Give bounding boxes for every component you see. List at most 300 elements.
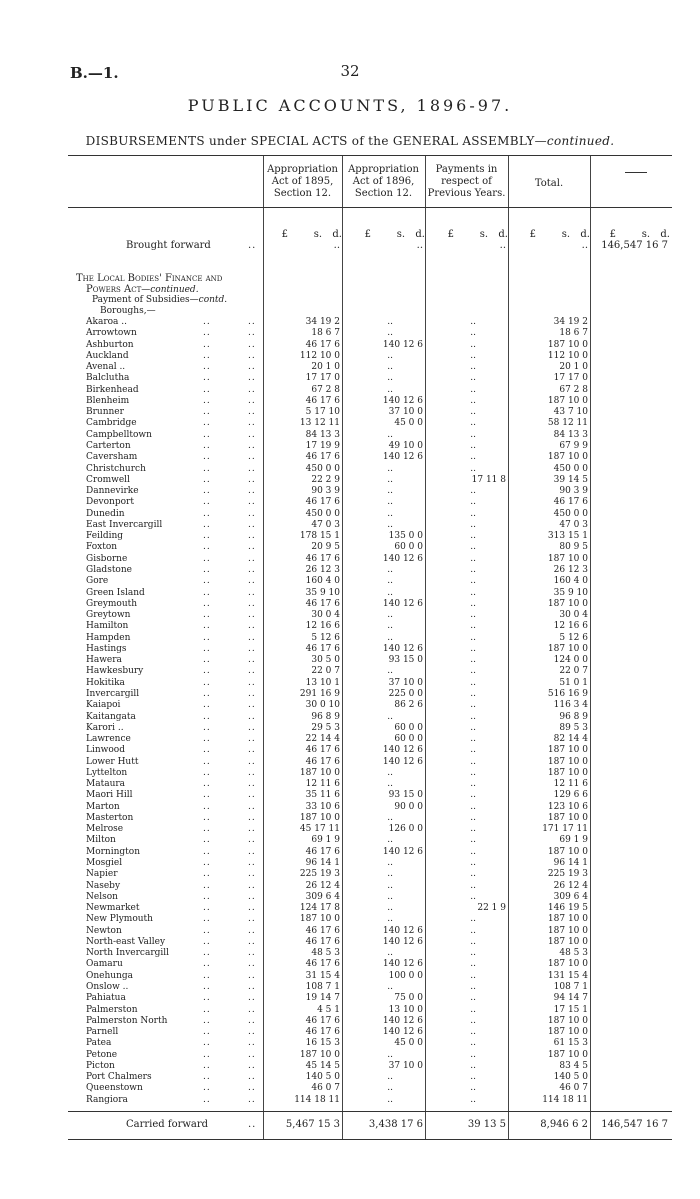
table-row xyxy=(68,903,672,914)
leader-dots: .. xyxy=(203,745,211,756)
leader-dots: .. xyxy=(203,666,211,677)
leader-dots: .. xyxy=(203,373,211,384)
amount-c3: 22 1 9 xyxy=(477,903,506,913)
borough-name: East Invercargill xyxy=(86,519,163,530)
borough-name: Akaroa .. xyxy=(86,317,127,327)
leader-dots: .. xyxy=(203,1015,211,1026)
borough-name: Birkenhead xyxy=(86,384,139,395)
empty-amount: .. xyxy=(387,981,393,992)
amount-c1: 17 17 0 xyxy=(305,373,340,384)
currency-unit-label: s. xyxy=(479,229,488,240)
empty-amount: .. xyxy=(470,824,476,835)
leader-dots: .. xyxy=(203,621,211,632)
borough-name: Napier xyxy=(86,869,118,880)
page-number: 32 xyxy=(340,62,360,80)
subsidies-label: Payment of Subsidies xyxy=(92,295,190,305)
leader-dots: .. xyxy=(248,722,256,733)
table-row xyxy=(68,666,672,677)
empty-amount: .. xyxy=(470,666,476,677)
empty-amount: .. xyxy=(470,801,476,812)
amount-c1: 225 19 3 xyxy=(299,869,340,880)
amount-c4: 146 19 5 xyxy=(547,903,588,913)
leader-dots: .. xyxy=(203,395,211,406)
empty-amount: .. xyxy=(470,1060,476,1071)
leader-dots: .. xyxy=(248,1015,256,1026)
amount-c4: 8,946 6 2 xyxy=(540,1119,588,1130)
borough-name: Arrowtown xyxy=(86,328,137,339)
empty-amount: .. xyxy=(387,632,393,643)
amount-c2: 140 12 6 xyxy=(382,395,423,406)
empty-amount: .. xyxy=(470,745,476,756)
amount-c2: 140 12 6 xyxy=(382,846,423,857)
leader-dots: .. xyxy=(203,869,211,880)
leader-dots: .. xyxy=(203,767,211,778)
empty-amount: .. xyxy=(470,734,476,744)
amount-c4: 26 12 4 xyxy=(553,880,588,891)
borough-name: Picton xyxy=(86,1060,115,1071)
empty-amount: .. xyxy=(387,1083,393,1094)
borough-name: Port Chalmers xyxy=(86,1072,152,1083)
leader-dots: .. xyxy=(203,1094,211,1105)
table-row xyxy=(68,779,672,790)
amount-c1: 12 16 6 xyxy=(305,621,340,632)
borough-name: Christchurch xyxy=(86,463,146,474)
empty-amount: .. xyxy=(470,880,476,891)
amount-c1: 450 0 0 xyxy=(305,463,340,474)
borough-name: Auckland xyxy=(86,350,129,361)
empty-amount: .. xyxy=(470,317,476,327)
leader-dots: .. xyxy=(248,846,256,857)
leader-dots: .. xyxy=(248,948,256,959)
leader-dots: .. xyxy=(203,959,211,970)
leader-dots: .. xyxy=(248,925,256,936)
amount-c1: 96 14 1 xyxy=(305,858,340,868)
empty-amount: .. xyxy=(470,767,476,778)
page-subtitle xyxy=(0,134,700,148)
leader-dots: .. xyxy=(248,903,256,913)
leader-dots: .. xyxy=(248,407,256,418)
leader-dots: .. xyxy=(203,610,211,620)
amount-c4: 140 5 0 xyxy=(553,1072,588,1083)
act-name-line1: The Local Bodies' Finance and xyxy=(76,273,223,284)
empty-amount: .. xyxy=(470,497,476,508)
amount-c3: 17 11 8 xyxy=(471,474,506,485)
table-row xyxy=(68,351,672,362)
empty-amount: .. xyxy=(470,688,476,699)
amount-c1: 46 0 7 xyxy=(311,1083,340,1094)
leader-dots: .. xyxy=(248,486,256,496)
subsidies-continued: —contd. xyxy=(189,295,228,305)
leader-dots: .. xyxy=(203,677,211,688)
table-row xyxy=(68,1083,672,1094)
currency-unit-label: £ xyxy=(609,229,616,240)
leader-dots: .. xyxy=(203,700,211,711)
empty-amount: .. xyxy=(470,1094,476,1105)
amount-c4: 187 10 0 xyxy=(547,767,588,778)
leader-dots: .. xyxy=(203,1060,211,1071)
table-row xyxy=(68,464,672,475)
leader-dots: .. xyxy=(248,362,256,373)
leader-dots: .. xyxy=(248,801,256,812)
borough-name: Naseby xyxy=(86,880,121,891)
table-row xyxy=(68,317,672,328)
empty-amount: .. xyxy=(387,812,393,823)
leader-dots: .. xyxy=(203,722,211,733)
leader-dots: .. xyxy=(248,317,256,327)
leader-dots: .. xyxy=(203,486,211,496)
amount-c4: 43 7 10 xyxy=(553,407,588,418)
currency-unit-label: £ xyxy=(281,229,288,240)
leader-dots: .. xyxy=(248,981,256,992)
amount-c4: 187 10 0 xyxy=(547,1015,588,1026)
empty-amount: .. xyxy=(470,373,476,384)
currency-unit-label: s. xyxy=(396,229,405,240)
leader-dots: .. xyxy=(203,688,211,699)
amount-c1: 46 17 6 xyxy=(305,598,340,609)
borough-name: Mataura xyxy=(86,779,126,790)
leader-dots: .. xyxy=(248,790,256,801)
amount-c2: .. xyxy=(416,240,423,251)
leader-dots: .. xyxy=(248,824,256,835)
amount-c4: 58 12 11 xyxy=(547,418,588,429)
amount-c1: 450 0 0 xyxy=(305,508,340,519)
leader-dots: .. xyxy=(203,858,211,868)
amount-c2: 140 12 6 xyxy=(382,936,423,947)
amount-c1: 187 10 0 xyxy=(299,812,340,823)
empty-amount: .. xyxy=(470,970,476,981)
leader-dots: .. xyxy=(203,801,211,812)
empty-amount: .. xyxy=(387,1049,393,1060)
table-row xyxy=(68,881,672,892)
amount-c3: .. xyxy=(499,240,506,251)
amount-c1: 46 17 6 xyxy=(305,1027,340,1037)
amount-c4: 22 0 7 xyxy=(559,666,588,677)
amount-c3: 39 13 5 xyxy=(467,1119,506,1130)
amount-c2: 140 12 6 xyxy=(382,1015,423,1026)
amount-c4: 187 10 0 xyxy=(547,1027,588,1037)
leader-dots: .. xyxy=(203,519,211,530)
borough-name: Marton xyxy=(86,801,120,812)
table-row xyxy=(68,959,672,970)
table-row xyxy=(68,633,672,644)
table-row xyxy=(68,542,672,553)
borough-name: Green Island xyxy=(86,587,145,598)
empty-amount: .. xyxy=(387,914,393,925)
borough-name: Linwood xyxy=(86,745,125,756)
amount-c1: 187 10 0 xyxy=(299,1049,340,1060)
empty-amount: .. xyxy=(470,395,476,406)
amount-c4: 187 10 0 xyxy=(547,339,588,350)
leader-dots: .. xyxy=(248,429,256,440)
amount-c4: 187 10 0 xyxy=(547,936,588,947)
borough-name: Blenheim xyxy=(86,395,130,406)
empty-amount: .. xyxy=(387,891,393,902)
empty-amount: .. xyxy=(470,328,476,339)
leader-dots: .. xyxy=(248,519,256,530)
amount-c2: 37 10 0 xyxy=(388,677,423,688)
borough-name: Ashburton xyxy=(86,339,134,350)
table-row xyxy=(68,757,672,768)
borough-name: Foxton xyxy=(86,542,118,553)
boroughs-heading: Boroughs,— xyxy=(100,306,156,316)
empty-amount: .. xyxy=(387,610,393,620)
leader-dots: .. xyxy=(203,655,211,666)
amount-c1: 46 17 6 xyxy=(305,452,340,463)
amount-c4: 187 10 0 xyxy=(547,959,588,970)
leader-dots: .. xyxy=(203,1072,211,1083)
amount-c4: 187 10 0 xyxy=(547,756,588,767)
leader-dots: .. xyxy=(248,576,256,587)
amount-c4: 83 4 5 xyxy=(559,1060,588,1071)
leader-dots: .. xyxy=(248,677,256,688)
amount-c2: 60 0 0 xyxy=(394,542,423,553)
leader-dots: .. xyxy=(248,1119,257,1130)
amount-c1: .. xyxy=(333,240,340,251)
table-row xyxy=(68,1061,672,1072)
borough-name: Newton xyxy=(86,925,122,936)
empty-amount: .. xyxy=(470,936,476,947)
borough-name: Hawera xyxy=(86,655,122,666)
borough-name: Gore xyxy=(86,576,109,587)
empty-amount: .. xyxy=(470,722,476,733)
table-row xyxy=(68,644,672,655)
subtitle-main: DISBURSEMENTS under SPECIAL ACTS of the GENERAL ASSEMBLY xyxy=(85,134,535,148)
leader-dots: .. xyxy=(248,373,256,384)
table-row xyxy=(68,655,672,666)
amount-c4: 131 15 4 xyxy=(547,970,588,981)
act-name-line2: Powers Act xyxy=(86,284,142,295)
amount-c2: 90 0 0 xyxy=(394,801,423,812)
amount-c4: 96 8 9 xyxy=(559,711,588,722)
amount-c2: 140 12 6 xyxy=(382,1027,423,1037)
column-header-blank xyxy=(590,178,672,190)
table-row xyxy=(68,509,672,520)
row-label: Brought forward xyxy=(126,240,211,251)
borough-name: Hawkesbury xyxy=(86,666,144,677)
borough-name: Hastings xyxy=(86,643,127,654)
empty-amount: .. xyxy=(387,429,393,440)
empty-amount: .. xyxy=(470,339,476,350)
empty-amount: .. xyxy=(470,486,476,496)
empty-amount: .. xyxy=(387,587,393,598)
amount-c1: 22 0 7 xyxy=(311,666,340,677)
leader-dots: .. xyxy=(248,880,256,891)
table-row xyxy=(68,1027,672,1038)
borough-name: New Plymouth xyxy=(86,914,153,925)
amount-c2: 45 0 0 xyxy=(394,1038,423,1049)
leader-dots: .. xyxy=(248,745,256,756)
table-row xyxy=(68,689,672,700)
table-row xyxy=(68,1095,672,1106)
amount-c1: 33 10 6 xyxy=(305,801,340,812)
empty-amount: .. xyxy=(387,328,393,339)
carried-forward-row xyxy=(68,1119,672,1130)
amount-c1: 46 17 6 xyxy=(305,756,340,767)
amount-c2: 60 0 0 xyxy=(394,722,423,733)
empty-amount: .. xyxy=(470,350,476,361)
leader-dots: .. xyxy=(203,936,211,947)
amount-c4: 309 6 4 xyxy=(553,891,588,902)
empty-amount: .. xyxy=(387,880,393,891)
leader-dots: .. xyxy=(203,362,211,373)
amount-c2: 135 0 0 xyxy=(388,531,423,542)
table-row xyxy=(68,768,672,779)
table-row xyxy=(68,1016,672,1027)
amount-c5: 146,547 16 7 xyxy=(601,240,668,251)
amount-c2: 75 0 0 xyxy=(394,993,423,1004)
borough-name: Avenal .. xyxy=(86,362,126,373)
amount-c1: 4 5 1 xyxy=(317,1004,340,1015)
empty-amount: .. xyxy=(470,711,476,722)
empty-amount: .. xyxy=(470,519,476,530)
currency-unit-label: £ xyxy=(364,229,371,240)
borough-name: Hamilton xyxy=(86,621,129,632)
table-row xyxy=(68,621,672,632)
amount-c4: 47 0 3 xyxy=(559,519,588,530)
empty-amount: .. xyxy=(470,632,476,643)
amount-c1: 30 5 0 xyxy=(311,655,340,666)
borough-name: Onslow .. xyxy=(86,981,129,992)
empty-amount: .. xyxy=(470,553,476,564)
leader-dots: .. xyxy=(203,812,211,823)
empty-amount: .. xyxy=(387,350,393,361)
leader-dots: .. xyxy=(248,339,256,350)
currency-unit-label: £ xyxy=(529,229,536,240)
table-row xyxy=(68,700,672,711)
leader-dots: .. xyxy=(248,1072,256,1083)
amount-c4: 187 10 0 xyxy=(547,395,588,406)
empty-amount: .. xyxy=(470,429,476,440)
amount-c4: 5 12 6 xyxy=(559,632,588,643)
amount-c4: 17 15 1 xyxy=(553,1004,588,1015)
borough-name: Cromwell xyxy=(86,474,130,485)
leader-dots: .. xyxy=(248,350,256,361)
empty-amount: .. xyxy=(387,373,393,384)
table-row xyxy=(68,734,672,745)
empty-amount: .. xyxy=(470,756,476,767)
table-row xyxy=(68,418,672,429)
empty-amount: .. xyxy=(387,497,393,508)
page-title: PUBLIC ACCOUNTS, 1896-97. xyxy=(187,96,513,115)
leader-dots: .. xyxy=(248,463,256,474)
table-row xyxy=(68,813,672,824)
amount-c4: 34 19 2 xyxy=(553,317,588,327)
amount-c1: 45 17 11 xyxy=(299,824,340,835)
table-row xyxy=(68,869,672,880)
empty-amount: .. xyxy=(387,519,393,530)
borough-name: Balclutha xyxy=(86,373,130,384)
table-row xyxy=(68,565,672,576)
amount-c4: 17 17 0 xyxy=(553,373,588,384)
leader-dots: .. xyxy=(203,846,211,857)
borough-name: Palmerston xyxy=(86,1004,138,1015)
amount-c4: .. xyxy=(581,240,588,251)
amount-c1: 31 15 4 xyxy=(305,970,340,981)
leader-dots: .. xyxy=(248,959,256,970)
leader-dots: .. xyxy=(203,880,211,891)
amount-c1: 12 11 6 xyxy=(305,779,340,790)
leader-dots: .. xyxy=(248,936,256,947)
leader-dots: .. xyxy=(203,418,211,429)
amount-c2: 140 12 6 xyxy=(382,339,423,350)
borough-name: Carterton xyxy=(86,441,131,451)
amount-c1: 47 0 3 xyxy=(311,519,340,530)
empty-amount: .. xyxy=(470,846,476,857)
leader-dots: .. xyxy=(203,756,211,767)
table-row xyxy=(68,914,672,925)
leader-dots: .. xyxy=(248,384,256,395)
empty-amount: .. xyxy=(387,576,393,587)
amount-c4: 12 16 6 xyxy=(553,621,588,632)
leader-dots: .. xyxy=(203,508,211,519)
leader-dots: .. xyxy=(203,463,211,474)
empty-amount: .. xyxy=(387,779,393,790)
amount-c4: 187 10 0 xyxy=(547,812,588,823)
amount-c4: 67 9 9 xyxy=(559,441,588,451)
amount-c4: 129 6 6 xyxy=(553,790,588,801)
leader-dots: .. xyxy=(248,542,256,553)
table-row xyxy=(68,847,672,858)
amount-c4: 187 10 0 xyxy=(547,598,588,609)
amount-c4: 187 10 0 xyxy=(547,914,588,925)
amount-c1: 46 17 6 xyxy=(305,395,340,406)
empty-amount: .. xyxy=(470,1049,476,1060)
amount-c1: 5 17 10 xyxy=(305,407,340,418)
borough-name: Caversham xyxy=(86,452,138,463)
amount-c4: 51 0 1 xyxy=(559,677,588,688)
leader-dots: .. xyxy=(203,632,211,643)
leader-dots: .. xyxy=(203,903,211,913)
currency-unit-label: d. xyxy=(660,229,670,240)
table-row xyxy=(68,790,672,801)
leader-dots: .. xyxy=(248,643,256,654)
empty-amount: .. xyxy=(387,508,393,519)
borough-name: Rangiora xyxy=(86,1094,128,1105)
amount-c2: 140 12 6 xyxy=(382,745,423,756)
borough-name: Melrose xyxy=(86,824,124,835)
leader-dots: .. xyxy=(203,576,211,587)
leader-dots: .. xyxy=(248,240,257,251)
empty-amount: .. xyxy=(470,531,476,542)
leader-dots: .. xyxy=(203,1049,211,1060)
amount-c2: 13 10 0 xyxy=(388,1004,423,1015)
amount-c1: 112 10 0 xyxy=(299,350,340,361)
empty-amount: .. xyxy=(470,835,476,846)
brought-forward-row xyxy=(68,240,672,251)
amount-c4: 96 14 1 xyxy=(553,858,588,868)
table-row xyxy=(68,486,672,497)
amount-c2: 100 0 0 xyxy=(388,970,423,981)
leader-dots: .. xyxy=(203,779,211,790)
amount-c2: 37 10 0 xyxy=(388,407,423,418)
currency-unit-label: s. xyxy=(561,229,570,240)
leader-dots: .. xyxy=(248,452,256,463)
borough-name: Kaiapoi xyxy=(86,700,121,711)
leader-dots: .. xyxy=(248,914,256,925)
table-row xyxy=(68,328,672,339)
leader-dots: .. xyxy=(203,598,211,609)
empty-amount: .. xyxy=(470,993,476,1004)
empty-amount: .. xyxy=(470,587,476,598)
amount-c1: 22 2 9 xyxy=(311,474,340,485)
amount-c2: 37 10 0 xyxy=(388,1060,423,1071)
amount-c4: 35 9 10 xyxy=(553,587,588,598)
leader-dots: .. xyxy=(248,418,256,429)
empty-amount: .. xyxy=(470,858,476,868)
amount-c1: 35 9 10 xyxy=(305,587,340,598)
leader-dots: .. xyxy=(248,598,256,609)
leader-dots: .. xyxy=(248,328,256,339)
